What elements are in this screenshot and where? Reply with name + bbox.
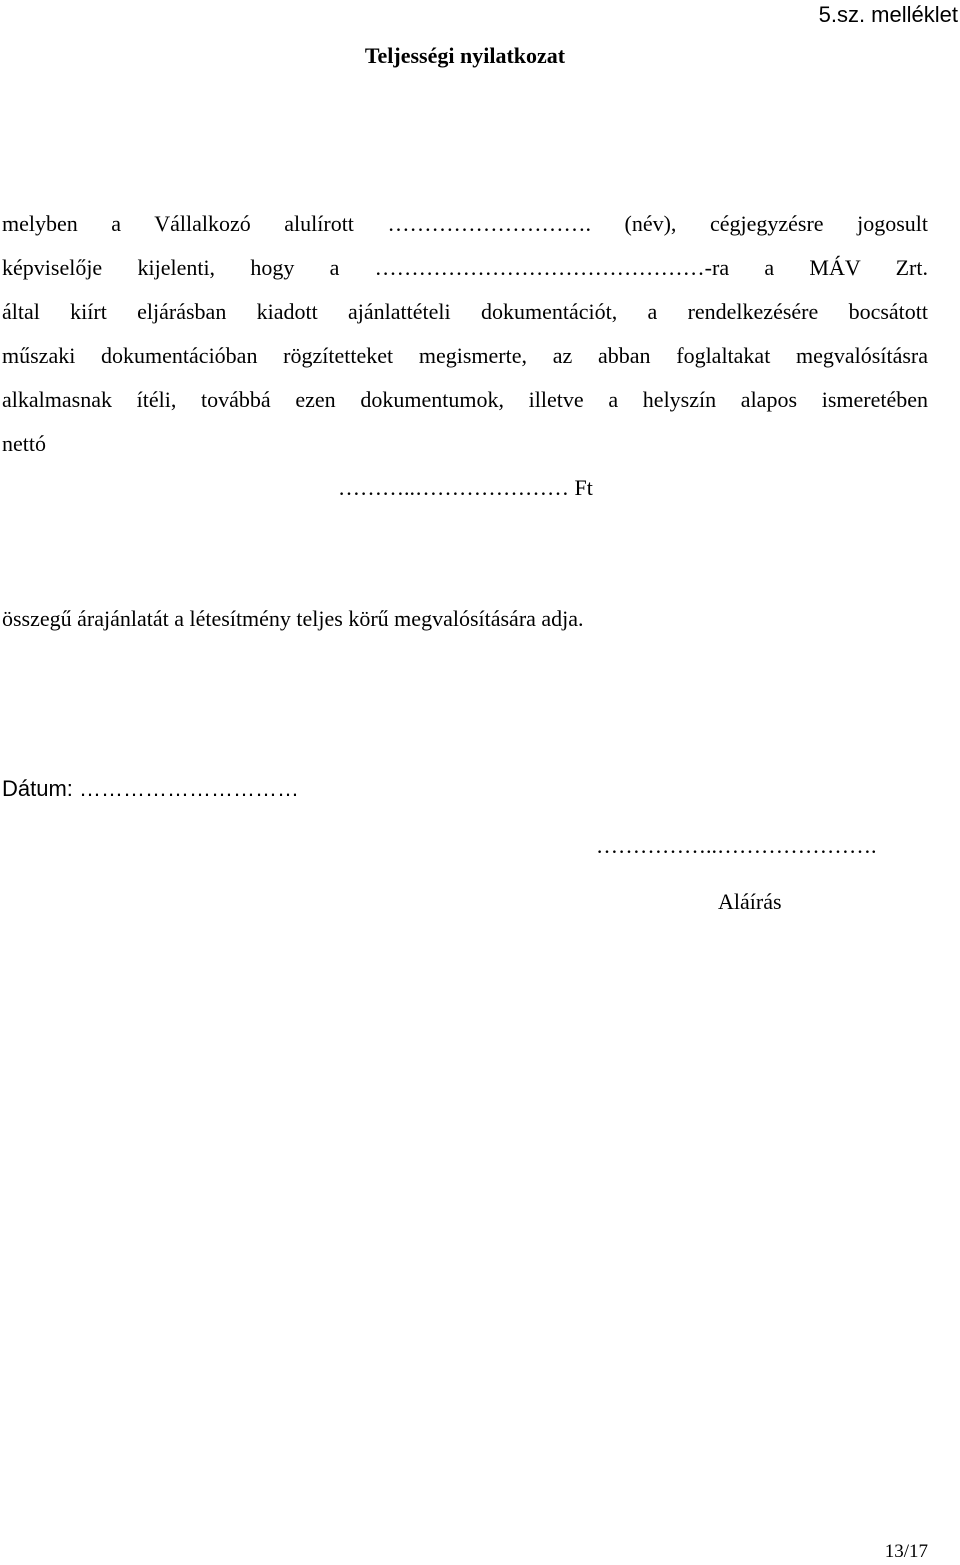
paragraph-line-6: nettó <box>2 431 46 456</box>
signature-line: ……………..…………………. <box>596 833 877 858</box>
paragraph-line-5: alkalmasnak ítéli, továbbá ezen dokumentumok, illetve a helyszín alapos ismeretében <box>2 387 928 412</box>
page-number: 13/17 <box>884 1541 928 1562</box>
annex-label: 5.sz. melléklet <box>818 2 958 27</box>
paragraph-line-2: képviselője kijelenti, hogy a ………………………………………-ra a MÁV Zrt. <box>2 255 928 280</box>
date-field: Dátum: ………………………… <box>2 776 300 801</box>
paragraph-line-3: által kiírt eljárásban kiadott ajánlattételi dokumentációt, a rendelkezésére bocsátott <box>2 299 928 324</box>
amount-sentence: összegű árajánlatát a létesítmény teljes körű megvalósítására adja. <box>2 606 584 631</box>
paragraph-line-4: műszaki dokumentációban rögzítetteket megismerte, az abban foglaltakat megvalósításra <box>2 343 928 368</box>
signature-label: Aláírás <box>718 889 782 914</box>
document-title: Teljességi nyilatkozat <box>364 43 566 68</box>
paragraph-line-1: melyben a Vállalkozó alulírott ………………………. (név), cégjegyzésre jogosult <box>2 211 928 236</box>
declaration-paragraph <box>2 202 928 466</box>
net-amount-field: ………..………………… Ft <box>338 475 593 500</box>
